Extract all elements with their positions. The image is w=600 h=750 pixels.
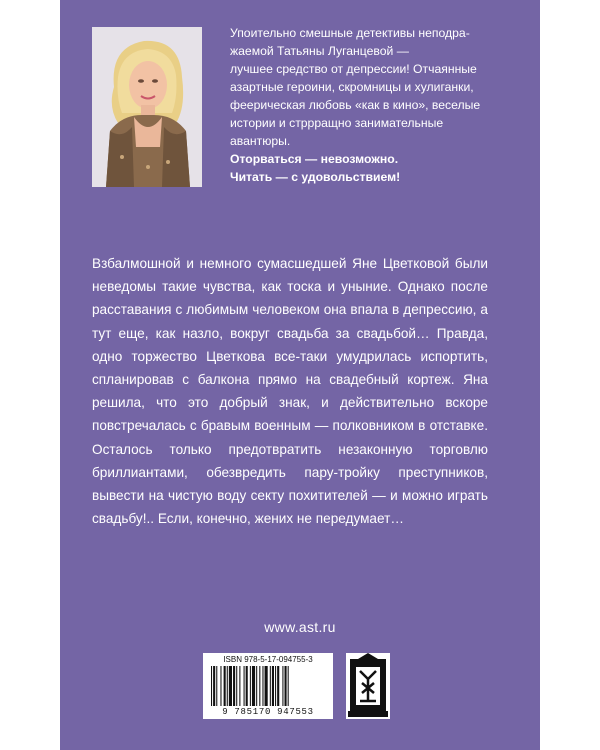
barcode: [203, 653, 333, 719]
barcode-bar: [233, 666, 235, 706]
barcode-bar: [277, 666, 279, 706]
author-blurb: [230, 24, 520, 186]
author-photo: [92, 27, 202, 187]
barcode-bar: [288, 666, 289, 706]
barcode-bar: [216, 666, 217, 706]
barcode-bar: [211, 666, 212, 706]
barcode-bar: [265, 666, 268, 706]
blurb-line: лучшее средство от депрессии! Отчаянные: [230, 62, 477, 76]
barcode-bar: [252, 666, 255, 706]
barcode-bar: [220, 666, 221, 706]
barcode-bar: [236, 666, 237, 706]
publisher-website: www.ast.ru: [264, 619, 336, 635]
author-portrait-image: [92, 27, 202, 187]
barcode-bar: [239, 666, 240, 706]
barcode-bar: [259, 666, 260, 706]
barcode-bar: [270, 666, 271, 706]
book-description: Взбалмошной и немного сумасшедшей Яне Цветковой были неведомы такие чувства, как тоска и уныние. Однако после расставания с любимым человеком она впала в депрессию, а тут еще, как назло, вокруг свадьба за свадьбой… Правда, одно торжество Цветкова все-таки умудрилась испортить, спланировав с балкона прямо на свадебный кортеж. Яна решила, что это добрый знак, и действительно вскоре повстречалась с бравым военным — полковником в отставке. Осталось только предотвратить незаконную торговлю бриллиантами, обезвредить пару-тройку преступников, вывести на чистую воду секту похитителей — и можно играть свадьбу!.. Если, конечно, жених не передумает…: [92, 256, 488, 527]
barcode-bar: [282, 666, 283, 706]
barcode-bar: [213, 666, 215, 706]
barcode-bar: [227, 666, 228, 706]
barcode-bar: [250, 666, 251, 706]
barcode-bar: [229, 666, 232, 706]
blurb-bold-line: Оторваться — невозможно.: [230, 152, 399, 166]
blurb-line: азартные героини, скромницы и хулиганки,: [230, 80, 474, 94]
blurb-line: Упоительно смешные детективы неподра-: [230, 26, 470, 40]
barcode-digits: 9 785170 947553: [222, 707, 314, 717]
isbn-label: ISBN 978-5-17-094755-3: [223, 655, 313, 664]
blurb-bold-line: Читать — с удовольствием!: [230, 170, 401, 184]
barcode-bar: [285, 666, 287, 706]
barcode-bar: [272, 666, 274, 706]
blurb-line: авантюры.: [230, 134, 291, 148]
barcode-bars: [211, 666, 325, 706]
barcode-bar: [256, 666, 257, 706]
blurb-line: феерическая любовь «как в кино», веселые: [230, 98, 481, 112]
barcode-bar: [275, 666, 276, 706]
barcode-bar: [224, 666, 226, 706]
blurb-line: истории и стррращно занимательные: [230, 116, 444, 130]
ast-lantern-logo-icon: [346, 653, 390, 719]
barcode-bar: [244, 666, 245, 706]
barcode-bar: [262, 666, 263, 706]
barcode-bar: [246, 666, 248, 706]
blurb-line: жаемой Татьяны Луганцевой —: [230, 44, 409, 58]
